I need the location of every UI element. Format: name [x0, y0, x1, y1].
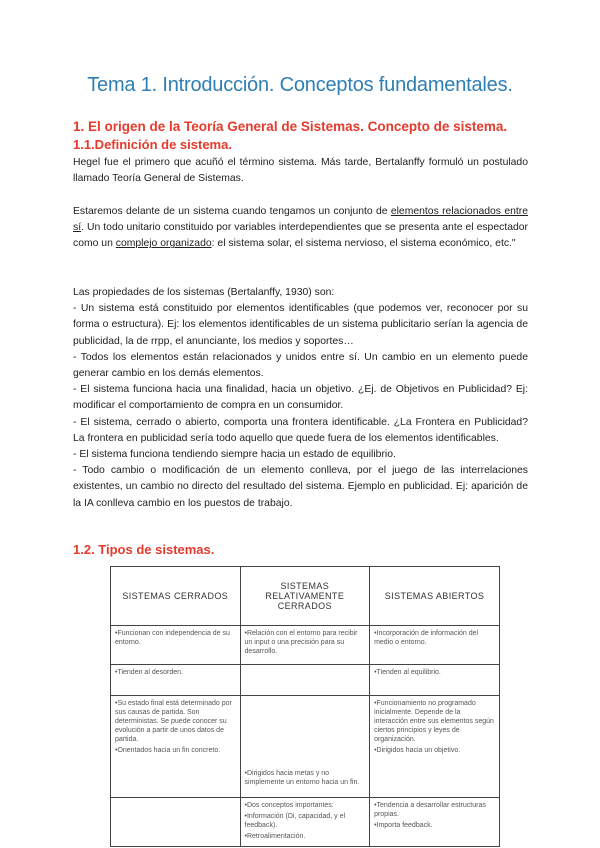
table-cell-text: •Tendencia a desarrollar estructuras propias.: [374, 802, 486, 818]
paragraph-definition-text: . Un todo unitario constituido por variables interdependientes que se presenta ante el espectador como un: [73, 222, 528, 250]
table-cell: [370, 696, 500, 798]
underlined-term-elements: elementos relacionados entre sí: [73, 206, 528, 234]
table-cell-text: •Dos conceptos importantes:: [244, 802, 334, 809]
property-item: - Todos los elementos están relacionados y unidos entre sí. Un cambio en un elemento puede generar cambio en los demás elementos.: [73, 351, 528, 380]
table-cell: [111, 696, 241, 798]
property-item: - El sistema, cerrado o abierto, comporta una frontera identificable. ¿La Frontera en Publicidad? La frontera en publicidad sería todo aquello que quede fuera de los elementos identificables.: [73, 416, 528, 444]
table-row: [111, 696, 500, 798]
table-cell-text: •Tienden al desorden.: [115, 669, 183, 676]
section-heading: 1. El origen de la Teoría General de Sistemas. Concepto de sistema.: [73, 119, 508, 134]
property-item: - Un sistema está constituido por elementos identificables (que podemos ver, reconocer por su forma o estructura). Ej: los elementos identificables de un sistema publicitario serían la agencia de publicidad, la de rrpp, el anunciante, los medios y soportes…: [73, 303, 528, 347]
table-header-text: RELATIVAMENTE: [265, 591, 345, 601]
underlined-term-complex: complejo organizado: [115, 238, 212, 250]
table-cell: [370, 798, 500, 847]
table-cell: [111, 798, 241, 847]
table-cell: [240, 696, 370, 798]
table-cell: [240, 626, 370, 665]
table-cell-text: •Relación con el entorno para recibir un input o una precisión para su desarrollo.: [244, 630, 358, 655]
table-cell-text: •Su estado final está determinado por sus causas de partida. Son deterministas. Se puede conocer su evolución a partir de unos datos de partida.: [115, 700, 232, 743]
table-header-text: SISTEMAS CERRADOS: [122, 591, 229, 601]
table-cell-text: •Tienden al equilibrio.: [374, 669, 441, 676]
table-cell-text: •Incorporación de información del medio o entorno.: [374, 630, 479, 646]
table-header-text: SISTEMAS ABIERTOS: [384, 591, 485, 601]
property-item: - El sistema funciona tendiendo siempre hacia un estado de equilibrio.: [73, 449, 396, 461]
table-cell-text: •Información (Di, capacidad, y el feedback).: [244, 813, 346, 829]
properties-intro: Las propiedades de los sistemas (Bertalanffy, 1930) son:: [73, 287, 335, 298]
table-header-text: SISTEMAS: [280, 581, 330, 591]
property-item: - El sistema funciona hacia una finalidad, hacia un objetivo. ¿Ej. de Objetivos en Publicidad? Ej: modificar el comportamiento de compra en un consumidor.: [73, 384, 528, 412]
table-cell: [111, 665, 241, 696]
table-cell: [370, 665, 500, 696]
table-header-text: CERRADOS: [277, 601, 332, 611]
table-cell: [240, 665, 370, 696]
table-header-cell: [370, 567, 500, 626]
subsection-heading-definition: 1.1.Definición de sistema.: [73, 137, 232, 152]
table-head: [111, 567, 500, 626]
system-types-table: [110, 566, 500, 847]
table-cell-text: •Funcionan con independencia de su entorno.: [115, 630, 230, 646]
page-title: Tema 1. Introducción. Conceptos fundamentales.: [87, 74, 513, 96]
table-cell-text: •Funcionamiento no programado inicialmente. Depende de la interacción entre sus elementos según ciertos principios y leyes de organización.: [374, 700, 494, 743]
table-body: [111, 626, 500, 847]
table-cell: [111, 626, 241, 665]
table-header-row: [111, 567, 500, 626]
table-cell-text: •Dirigidos hacia metas y no simplemente un entorno hacia un fin.: [244, 770, 360, 786]
property-item: - Todo cambio o modificación de un elemento conlleva, por el juego de las interrelaciones existentes, un cambio no directo del resultado del sistema. Ejemplo en publicidad. Ej: aparición de la IA conlleva cambio en los puestos de trabajo.: [73, 465, 528, 509]
paragraph-definition-text: : el sistema solar, el sistema nervioso, el sistema económico, etc.": [211, 238, 516, 250]
table-cell-text: •Orientados hacia un fin concreto.: [115, 747, 221, 754]
table-cell-text: •Dirigidos hacia un objetivo.: [374, 747, 461, 754]
table-cell-text: •Retroalimentación.: [244, 833, 306, 840]
properties-list: [73, 285, 528, 512]
table-row: [111, 798, 500, 847]
table-header-cell: [111, 567, 241, 626]
table-row: [111, 626, 500, 665]
paragraph-definition-text: Estaremos delante de un sistema cuando tengamos un conjunto de: [73, 206, 391, 217]
table-header-cell: [240, 567, 370, 626]
table-cell: [370, 626, 500, 665]
subsection-heading-types: 1.2. Tipos de sistemas.: [73, 542, 215, 557]
paragraph-hegel: Hegel fue el primero que acuñó el término sistema. Más tarde, Bertalanffy formuló un postulado llamado Teoría General de Sistemas.: [73, 157, 528, 185]
table-cell: [240, 798, 370, 847]
paragraph-definition: [73, 204, 528, 253]
table-row: [111, 665, 500, 696]
table-cell-text: •Importa feedback.: [374, 822, 433, 829]
